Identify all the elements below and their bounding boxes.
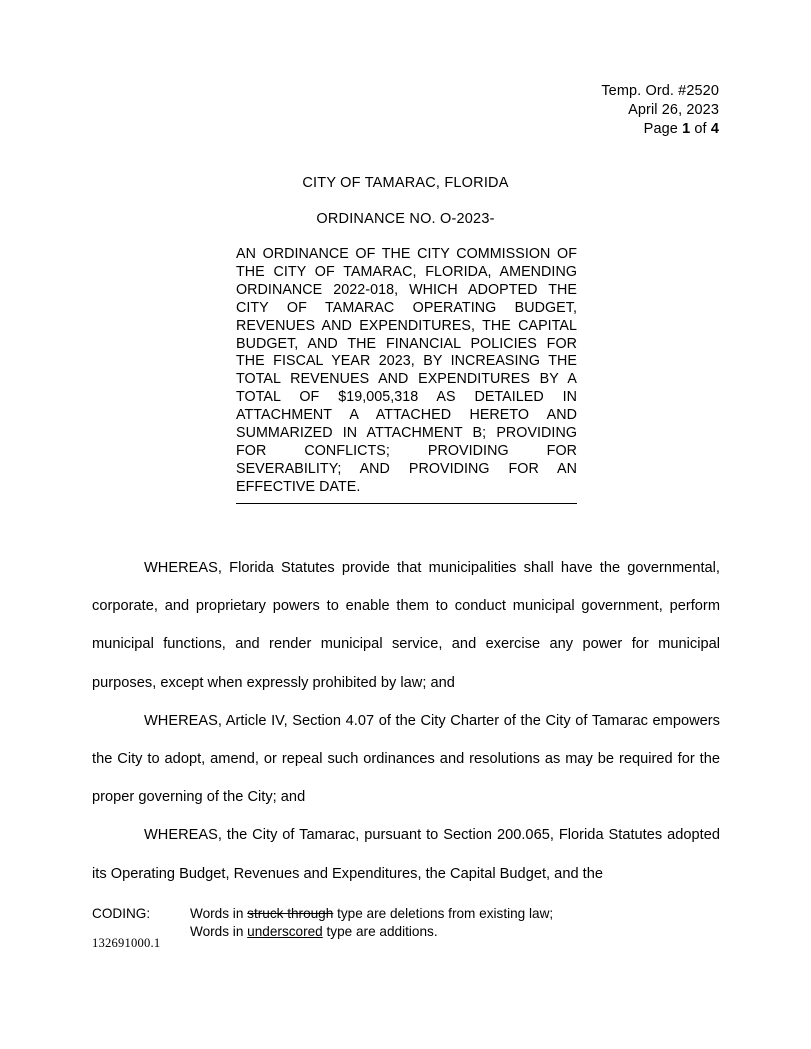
ordinance-caption: AN ORDINANCE OF THE CITY COMMISSION OF THE CITY OF TAMARAC, FLORIDA, AMENDING ORDINANCE 2022-018, WHICH ADOPTED THE CITY OF TAMARAC OPERATING BUDGET, REVENUES AND EXPENDITURES, THE CAPITAL BUDGET, AND THE FINANCIAL POLICIES FOR THE FISCAL YEAR 2023, BY INCREASING THE TOTAL REVENUES AND EXPENDITURES BY A TOTAL OF $19,005,318 AS DETAILED IN ATTACHMENT A ATTACHED HERETO AND SUMMARIZED IN ATTACHMENT B; PROVIDING FOR CONFLICTS; PROVIDING FOR SEVERABILITY; AND PROVIDING FOR AN EFFECTIVE DATE.	[236, 246, 577, 504]
title-area	[0, 174, 811, 228]
coding-line2-suffix: type are additions.	[322, 923, 438, 939]
page-current-number: 1	[682, 121, 691, 137]
page-total-number: 4	[710, 121, 719, 137]
page-label: Page	[643, 121, 678, 137]
document-date: April 26, 2023	[628, 102, 719, 118]
coding-deletions-line	[190, 905, 712, 923]
temp-ordinance-number: Temp. Ord. #2520	[601, 83, 719, 99]
coding-lines	[190, 905, 712, 940]
city-title: CITY OF TAMARAC, FLORIDA	[302, 175, 509, 191]
coding-label: CODING:	[92, 906, 151, 921]
ordinance-number-title: ORDINANCE NO. O-2023-	[316, 211, 495, 227]
whereas-paragraph-3: WHEREAS, the City of Tamarac, pursuant to Section 200.065, Florida Statutes adopted its Operating Budget, Revenues and Expenditures, the Capital Budget, and the	[92, 827, 720, 882]
coding-struck-sample: struck through	[247, 906, 334, 921]
coding-row	[92, 905, 712, 940]
coding-legend	[92, 905, 712, 940]
coding-line1-prefix: Words in	[190, 906, 248, 921]
whereas-paragraph-2: WHEREAS, Article IV, Section 4.07 of the City Charter of the City of Tamarac empowers the City to adopt, amend, or repeal such ordinances and resolutions as may be required for the proper governing of the City; and	[92, 712, 720, 806]
page-indicator	[601, 120, 719, 139]
page-of-label: of	[694, 121, 707, 137]
body-content	[92, 549, 720, 893]
document-header	[601, 82, 719, 139]
coding-line2-prefix: Words in	[190, 923, 248, 939]
coding-additions-line	[190, 923, 712, 941]
whereas-paragraph-1: WHEREAS, Florida Statutes provide that municipalities shall have the governmental, corporate, and proprietary powers to enable them to conduct municipal government, perform municipal functions, and render municipal service, and exercise any power for municipal purposes, except when expressly prohibited by law; and	[92, 560, 720, 691]
document-control-number: 132691000.1	[92, 936, 161, 950]
coding-line1-suffix: type are deletions from existing law;	[333, 906, 554, 921]
coding-underscored-sample: underscored	[247, 923, 323, 939]
